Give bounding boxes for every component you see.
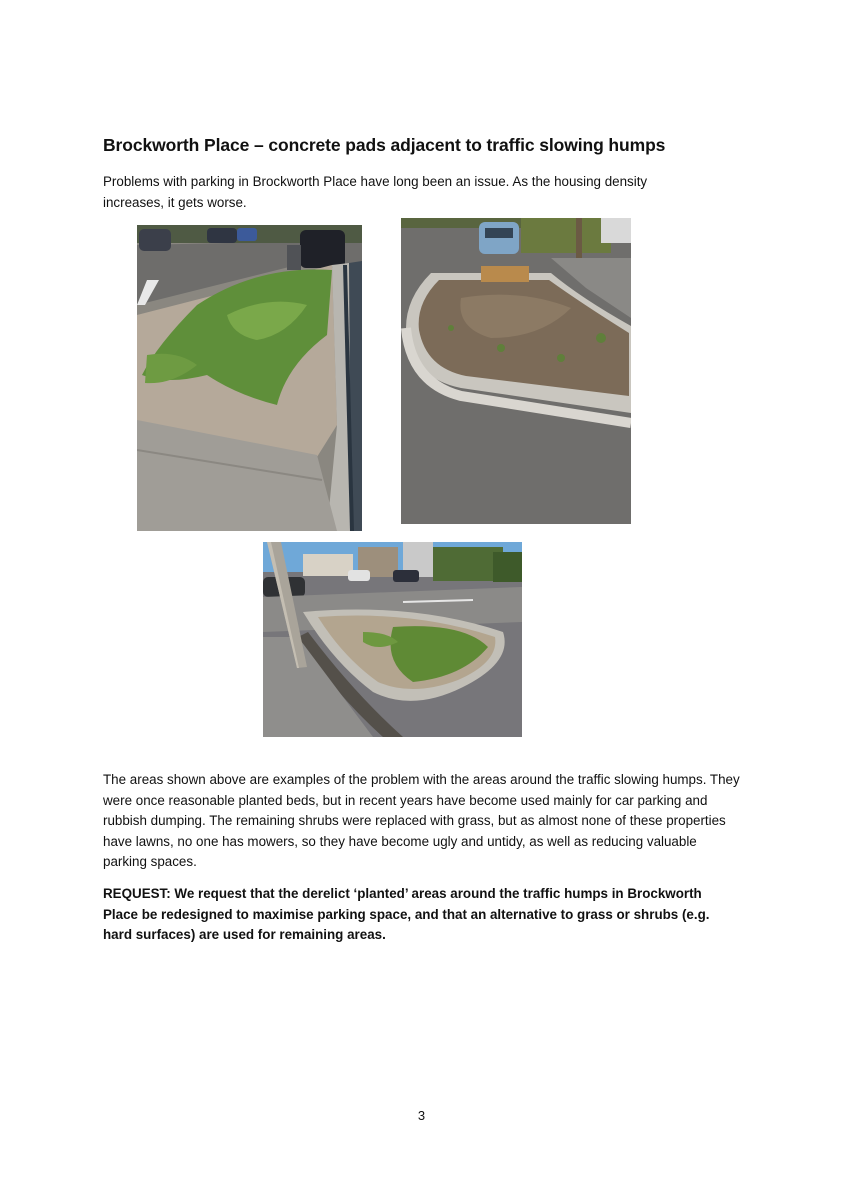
request-paragraph: REQUEST: We request that the derelict ‘planted’ areas around the traffic humps in Brockworth Place be redesigned to maximise parking space, and that an alternative to grass or shrubs (e.g. hard surfaces) are used for remaining areas. — [103, 886, 710, 942]
street-photo-grass-verge-icon — [137, 225, 362, 531]
street-photo-corner-island-icon — [263, 542, 522, 737]
body-paragraph: The areas shown above are examples of the problem with the areas around the traffic slowing humps. They were once reasonable planted beds, but in recent years have become used mainly for car parking and rubbish dumping. The remaining shrubs were replaced with grass, but as almost none of these properties have lawns, no one has mowers, so they have become ugly and untidy, as well as reducing valuable parking spaces. — [103, 772, 740, 869]
photo-corner-island — [263, 542, 522, 737]
intro-paragraph: Problems with parking in Brockworth Place have long been an issue. As the housing density increases, it gets worse. — [103, 174, 648, 210]
page-number: 3 — [417, 1108, 426, 1123]
photo-planted-island — [401, 218, 631, 524]
photo-grass-verge — [137, 225, 362, 531]
street-photo-planted-island-icon — [401, 218, 631, 524]
page-heading: Brockworth Place – concrete pads adjacent to traffic slowing humps — [103, 135, 666, 155]
